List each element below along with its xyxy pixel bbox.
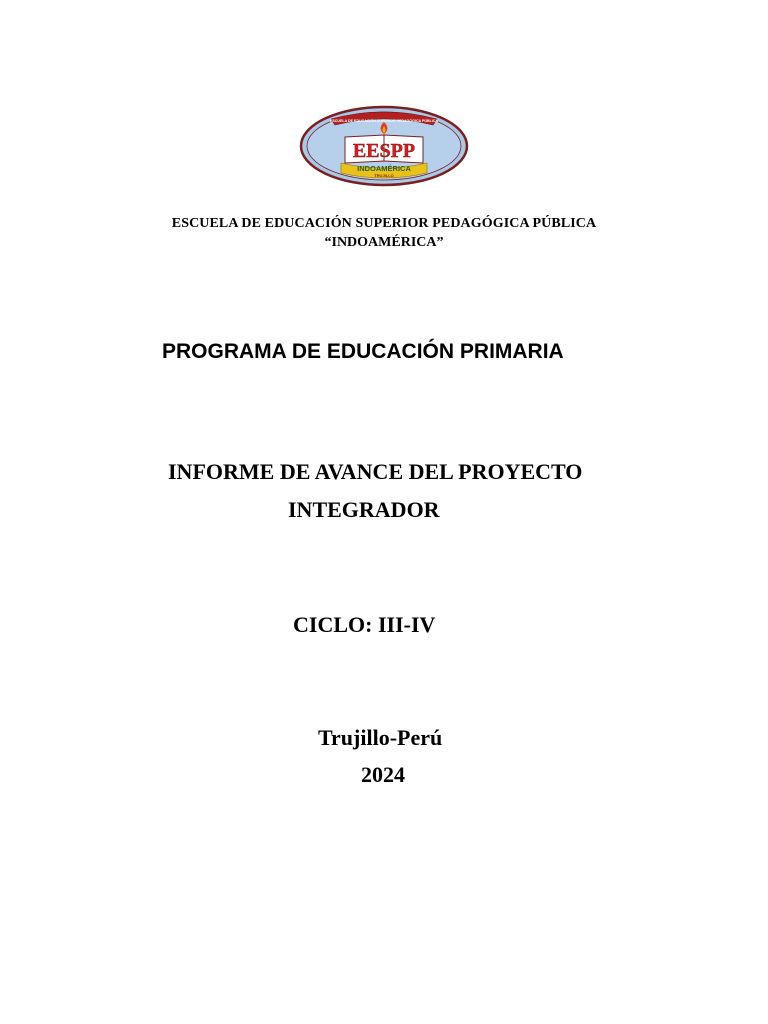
logo-sub-text: TRUJILLO [374, 173, 394, 178]
logo-ribbon-text: INDOAMÉRICA [357, 164, 411, 173]
report-title-line-1: INFORME DE AVANCE DEL PROYECTO [168, 459, 583, 484]
city-label: Trujillo-Perú [318, 725, 443, 750]
school-subtitle: “INDOAMÉRICA” [324, 235, 444, 250]
cycle-label: CICLO: III-IV [293, 612, 436, 637]
school-name: ESCUELA DE EDUCACIÓN SUPERIOR PEDAGÓGICA PÚBLICA [171, 216, 597, 231]
year-label: 2024 [361, 762, 405, 787]
institution-logo [299, 105, 469, 187]
logo-acronym: EESPP [352, 140, 416, 162]
program-title: PROGRAMA DE EDUCACIÓN PRIMARIA [162, 340, 564, 363]
report-title-line-2: INTEGRADOR [288, 497, 440, 522]
logo-ring-text: ESCUELA DE EDUCACIÓN SUPERIOR PEDAGÓGICA PÚBLICA [330, 119, 438, 123]
